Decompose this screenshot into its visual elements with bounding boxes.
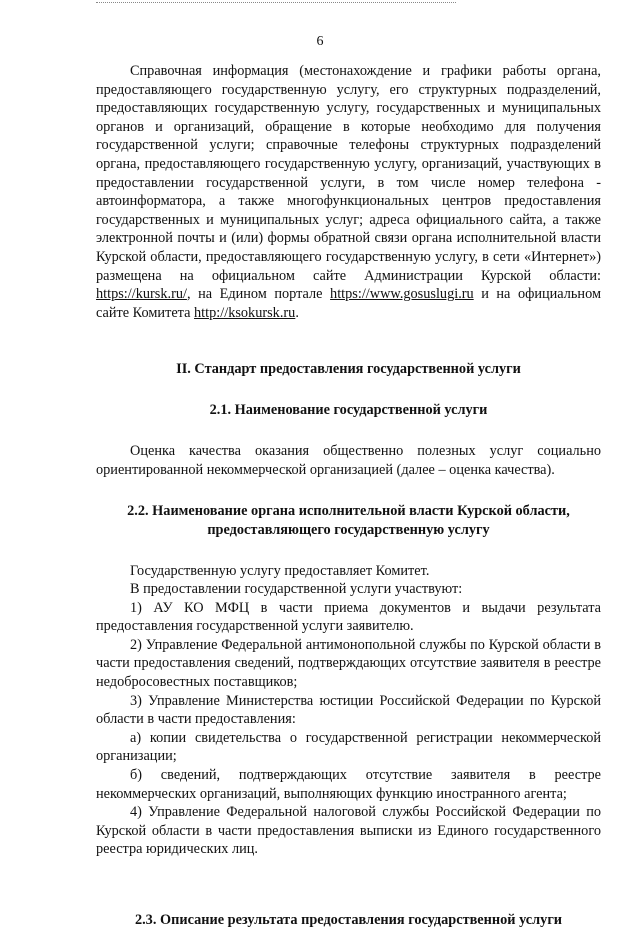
subsection-2-1-text: Оценка качества оказания общественно полезных услуг социально ориентированной некоммерческой организацией (далее – оценка качества). — [96, 443, 601, 478]
participant-item-3: 3) Управление Министерства юстиции Российской Федерации по Курской области в части предоставления: — [96, 692, 601, 728]
participant-item-1: 1) АУ КО МФЦ в части приема документов и выдачи результата предоставления государственной услуги заявителю. — [96, 599, 601, 635]
subsection-2-2-heading-line1: 2.2. Наименование органа исполнительной власти Курской области, — [127, 502, 570, 519]
participant-item-3a: а) копии свидетельства о государственной регистрации некоммерческой организации; — [96, 729, 601, 765]
intro-text-3: и на официальном сайте Комитета — [96, 286, 602, 321]
subsection-2-1-heading: 2.1. Наименование государственной услуги — [209, 402, 488, 419]
ksokursk-link[interactable]: http://ksokursk.ru — [194, 304, 296, 321]
subsection-2-2-heading — [96, 502, 601, 540]
intro-paragraph — [96, 62, 601, 322]
participant-item-2: 2) Управление Федеральной антимонопольной службы по Курской области в части предоставления сведений, подтверждающих отсутствие заявителя в реестре недобросовестных поставщиков; — [96, 636, 601, 691]
participants-intro: В предоставлении государственной услуги участвуют: — [130, 581, 463, 598]
gosuslugi-link[interactable]: https://www.gosuslugi.ru — [330, 286, 474, 303]
provider-paragraph: Государственную услугу предоставляет Комитет. — [130, 562, 430, 579]
document-body — [96, 62, 601, 930]
subsection-2-3-heading: 2.3. Описание результата предоставления государственной услуги — [134, 912, 563, 928]
section-2-heading: II. Стандарт предоставления государственной услуги — [176, 361, 521, 378]
participant-item-4: 4) Управление Федеральной налоговой службы Российской Федерации по Курской области в части предоставления выписки из Единого государственного реестра юридических лиц. — [96, 804, 601, 858]
intro-text: Справочная информация (местонахождение и графики работы органа, предоставляющего государственную услугу, его структурных подразделений, предоставляющих государственную услугу, государственных и муниципальных органов и организаций, обращение в которые необходимо для получения государственной услуги; справочные телефоны структурных подразделений органа, предоставляющего государственную услугу, организаций, участвующих в предоставлении государственной услуги, в том числе номер телефона - автоинформатора, а также многофункциональных центров предоставления государственных и муниципальных услуг; адреса официального сайта, а также электронной почты и (или) формы обратной связи органа исполнительной власти Курской области, предоставляющего государственную услугу, в сети «Интернет») размещена на официальном сайте Администрации Курской области: — [96, 63, 601, 284]
participant-item-3b: б) сведений, подтверждающих отсутствие заявителя в реестре некоммерческих организаций, выполняющих функцию иностранного агента; — [96, 767, 601, 802]
page-number: 6 — [316, 34, 324, 49]
intro-text-2: , на Едином портале — [186, 286, 331, 303]
subsection-2-2-heading-line2: предоставляющего государственную услугу — [207, 521, 490, 538]
kursk-link[interactable]: https://kursk.ru/ — [96, 286, 187, 303]
intro-text-end: . — [295, 304, 299, 321]
top-edge-rule — [96, 2, 456, 4]
